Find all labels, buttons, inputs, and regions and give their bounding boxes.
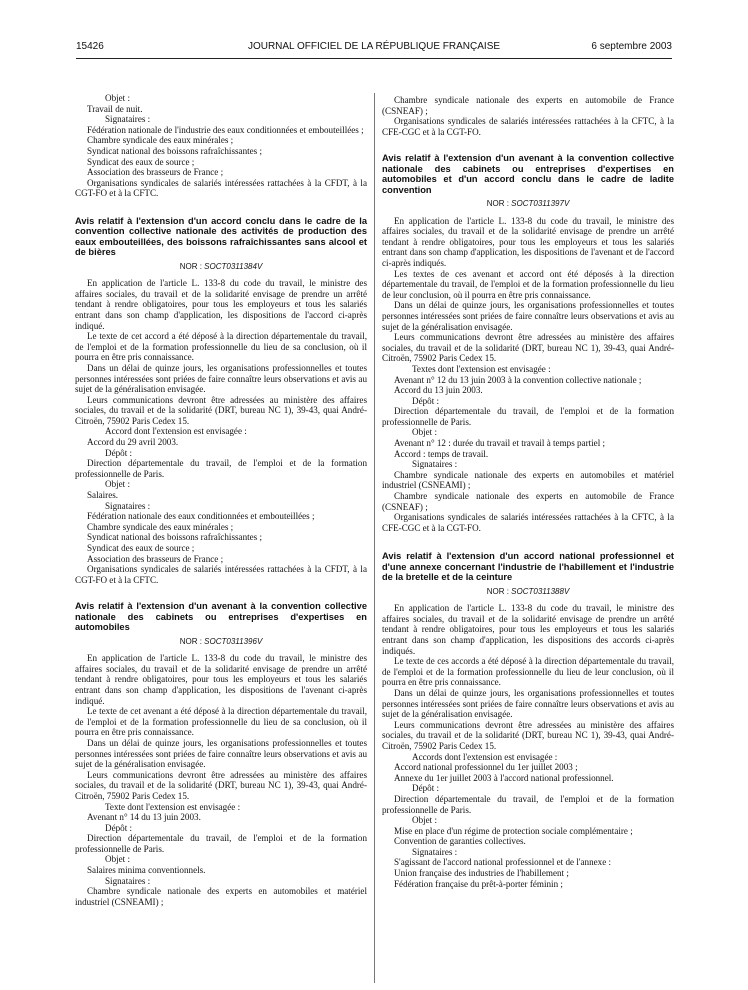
label-signataires: Signataires : (412, 846, 458, 857)
text-line: Chambre syndicale nationale des experts en automobiles et matériel industriel (CSNEAMI) ; (75, 886, 367, 907)
left-column (75, 93, 367, 907)
notice-title: Avis relatif à l'extension d'un accord conclu dans le cadre de la convention collective nationale des activités de production des eaux embouteillées, des boissons rafraîchissantes sans alcool et de bières (75, 215, 367, 258)
nor-reference: NOR : SOCT0311388V (486, 586, 570, 596)
text-line: Salaires. (87, 490, 119, 501)
text-line: Accords dont l'extension est envisagée : (412, 751, 558, 762)
text-line: Chambre syndicale nationale des experts en automobiles et matériel industriel (CSNEAMI) ; (382, 469, 674, 491)
text-line: Annexe du 1er juillet 2003 à l'accord national professionnel. (394, 772, 614, 783)
text-line: Chambre syndicale nationale des experts en automobile de France (CSNEAF) ; (382, 95, 674, 116)
paragraph: Le texte de ces accords a été déposé à la direction départementale du travail, de l'emploi et de la formation professionnelle du lieu de leur conclusion, où il pourra en être pris connaissance. (382, 656, 674, 688)
text-line: Syndicat national des boissons rafraîchissantes ; (87, 532, 263, 543)
text-line: Accord : temps de travail. (394, 448, 489, 459)
page-number: 15426 (76, 41, 104, 52)
text-line: Accord dont l'extension est envisagée : (105, 426, 247, 437)
text-line: Direction départementale du travail, de l'emploi et de la formation professionnelle de Paris. (75, 833, 367, 854)
right-column (382, 95, 674, 889)
paragraph: Dans un délai de quinze jours, les organisations professionnelles et toutes personnes intéressées sont priées de faire connaître leurs observations et avis au sujet de la généralisation envisagée. (382, 687, 674, 720)
paragraph: Dans un délai de quinze jours, les organisations professionnelles et toutes personnes intéressées sont priées de faire connaître leurs observations et avis au sujet de la généralisation envisagée. (382, 300, 674, 332)
text-line: Mise en place d'un régime de protection sociale complémentaire ; (394, 825, 633, 836)
page-header (76, 41, 672, 55)
label-signataires: Signataires : (412, 459, 458, 470)
text-line: Syndicat des eaux de source ; (87, 156, 195, 167)
journal-title: JOURNAL OFFICIEL DE LA RÉPUBLIQUE FRANÇAISE (247, 41, 501, 52)
text-line: Avenant n° 14 du 13 juin 2003. (87, 812, 201, 823)
text-line: Chambre syndicale nationale des experts en automobile de France (CSNEAF) ; (382, 491, 674, 512)
text-line: Travail de nuit. (87, 103, 143, 114)
paragraph: En application de l'article L. 133-8 du code du travail, le ministre des affaires sociales, du travail et de la solidarité envisage de prendre un arrêté tendant à rendre obligatoires, pour tous les employeurs et tous les salariés entrant dans son champ d'application, les dispositions de l'accord ci-après indiqué. (75, 278, 367, 331)
text-line: Accord du 29 avril 2003. (87, 437, 179, 448)
text-line: Fédération française du prêt-à-porter féminin ; (394, 878, 563, 889)
text-line: Organisations syndicales de salariés intéressées rattachées à la CFTC, à la CFE-CGC et à la CGT-FO. (382, 116, 674, 137)
text-line: Organisations syndicales de salariés intéressées rattachées à la CFDT, à la CGT-FO et à la CFTC. (75, 564, 367, 585)
label-depot: Dépôt : (105, 447, 133, 458)
text-line: Convention de garanties collectives. (394, 836, 526, 847)
text-line: Syndicat national des boissons rafraîchissantes ; (87, 145, 263, 156)
nor-reference: NOR : SOCT0311396V (179, 636, 263, 646)
paragraph: En application de l'article L. 133-8 du code du travail, le ministre des affaires sociales, du travail et de la solidarité envisage de prendre un arrêté tendant à rendre obligatoires, pour tous les employeurs et tous les salariés entrant dans son champ d'application, les dispositions des accords ci-après indiqués. (382, 603, 674, 656)
paragraph: Leurs communications devront être adressées au ministère des affaires sociales, du travail et de la solidarité (DRT, bureau NC 1), 39-43, quai André-Citroën, 75902 Paris Cedex 15. (75, 394, 367, 426)
text-line: Union française des industries de l'habillement ; (394, 868, 569, 879)
text-line: Direction départementale du travail, de l'emploi et de la formation professionnelle de Paris. (382, 793, 674, 815)
text-line: Salaires minima conventionnels. (87, 865, 206, 876)
column-divider (374, 93, 375, 983)
text-line: Avenant n° 12 du 13 juin 2003 à la convention collective nationale ; (394, 374, 642, 385)
paragraph: Le texte de cet avenant a été déposé à la direction départementale du travail, de l'emploi et de la formation professionnelle du lieu de sa conclusion, où il pourra en être pris connaissance. (75, 706, 367, 738)
text-line: Association des brasseurs de France ; (87, 167, 224, 178)
label-signataires: Signataires : (105, 875, 151, 886)
paragraph: Leurs communications devront être adressées au ministère des affaires sociales, du travail et de la solidarité (DRT, bureau NC 1), 39-43, quai André-Citroën, 75902 Paris Cedex 15. (382, 719, 674, 751)
paragraph: Les textes de ces avenant et accord ont été déposés à la direction départementale du travail, de l'emploi et de la formation professionnelle du lieu de leur conclusion, où il pourra en être pris connaissance. (382, 268, 674, 300)
paragraph: Dans un délai de quinze jours, les organisations professionnelles et toutes personnes intéressées sont priées de faire connaître leurs observations et avis au sujet de la généralisation envisagée. (75, 737, 367, 770)
label-objet: Objet : (105, 479, 131, 490)
text-line: Direction départementale du travail, de l'emploi et de la formation professionnelle de Paris. (382, 406, 674, 427)
paragraph: Dans un délai de quinze jours, les organisations professionnelles et toutes personnes intéressées sont priées de faire connaître leurs observations et avis au sujet de la généralisation envisagée. (75, 362, 367, 395)
text-line: Chambre syndicale des eaux minérales ; (87, 135, 234, 146)
text-line: Fédération nationale de l'industrie des eaux conditionnées et embouteillées ; (87, 124, 364, 135)
text-line: Organisations syndicales de salariés intéressées rattachées à la CFDT, à la CGT-FO et à la CFTC. (75, 177, 367, 199)
text-line: Texte dont l'extension est envisagée : (105, 801, 241, 812)
nor-reference: NOR : SOCT0311397V (486, 199, 570, 208)
paragraph: Leurs communications devront être adressées au ministère des affaires sociales, du travail et de la solidarité (DRT, bureau NC 1), 39-43, quai André-Citroën, 75902 Paris Cedex 15. (382, 332, 674, 364)
text-line: Association des brasseurs de France ; (87, 553, 224, 564)
label-objet: Objet : (412, 815, 438, 826)
paragraph: Leurs communications devront être adressées au ministère des affaires sociales, du travail et de la solidarité (DRT, bureau NC 1), 39-43, quai André-Citroën, 75902 Paris Cedex 15. (75, 769, 367, 801)
paragraph: En application de l'article L. 133-8 du code du travail, le ministre des affaires sociales, du travail et de la solidarité envisage de prendre un arrêté tendant à rendre obligatoires, pour tous les employeurs et tous les salariés entrant dans son champ d'application, les dispositions de l'avenant ci-après indiqué. (75, 653, 367, 706)
label-objet: Objet : (105, 93, 131, 103)
header-rule (76, 58, 672, 59)
notice-title: Avis relatif à l'extension d'un accord national professionnel et d'une annexe concernant l'industrie de l'habillement et l'industrie de la bretelle et de la ceinture (382, 551, 674, 583)
notice-title: Avis relatif à l'extension d'un avenant à la convention collective nationale des cabinets ou entreprises d'expertises en automobiles et d'un accord conclu dans le cadre de ladite convention (382, 153, 674, 195)
text-line: Direction départementale du travail, de l'emploi et de la formation professionnelle de Paris. (75, 458, 367, 479)
text-line: Organisations syndicales de salariés intéressées rattachées à la CFTC, à la CFE-CGC et à la CGT-FO. (382, 512, 674, 533)
label-signataires: Signataires : (105, 500, 151, 511)
text-line: Accord national professionnel du 1er juillet 2003 ; (394, 762, 578, 773)
label-objet: Objet : (105, 854, 131, 865)
label-depot: Dépôt : (412, 783, 440, 794)
text-line: Textes dont l'extension est envisagée : (412, 363, 551, 374)
publication-date: 6 septembre 2003 (591, 41, 672, 52)
label-signataires: Signataires : (105, 114, 151, 125)
nor-reference: NOR : SOCT0311384V (179, 261, 263, 271)
text-line: S'agissant de l'accord national professionnel et de l'annexe : (394, 857, 612, 868)
text-line: Fédération nationale des eaux conditionnées et embouteillées ; (87, 511, 315, 522)
text-line: Avenant n° 12 : durée du travail et travail à temps partiel ; (394, 438, 606, 449)
notice-title: Avis relatif à l'extension d'un avenant à la convention collective nationale des cabinets ou entreprises d'expertises en automobiles (75, 601, 367, 633)
text-line: Syndicat des eaux de source ; (87, 543, 195, 553)
label-depot: Dépôt : (105, 822, 133, 833)
text-line: Accord du 13 juin 2003. (394, 385, 483, 396)
label-depot: Dépôt : (412, 395, 440, 406)
text-line: Chambre syndicale des eaux minérales ; (87, 521, 234, 532)
paragraph: En application de l'article L. 133-8 du code du travail, le ministre des affaires sociales, du travail et de la solidarité envisage de prendre un arrêté tendant à rendre obligatoires, pour tous les employeurs et tous les salariés entrant dans son champ d'application, les dispositions de l'avenant et de l'accord ci-après indiqués. (382, 215, 674, 268)
paragraph: Le texte de cet accord a été déposé à la direction départementale du travail, de l'emploi et de la formation professionnelle du lieu de sa conclusion, où il pourra en être pris connaissance. (75, 331, 367, 363)
label-objet: Objet : (412, 427, 438, 438)
